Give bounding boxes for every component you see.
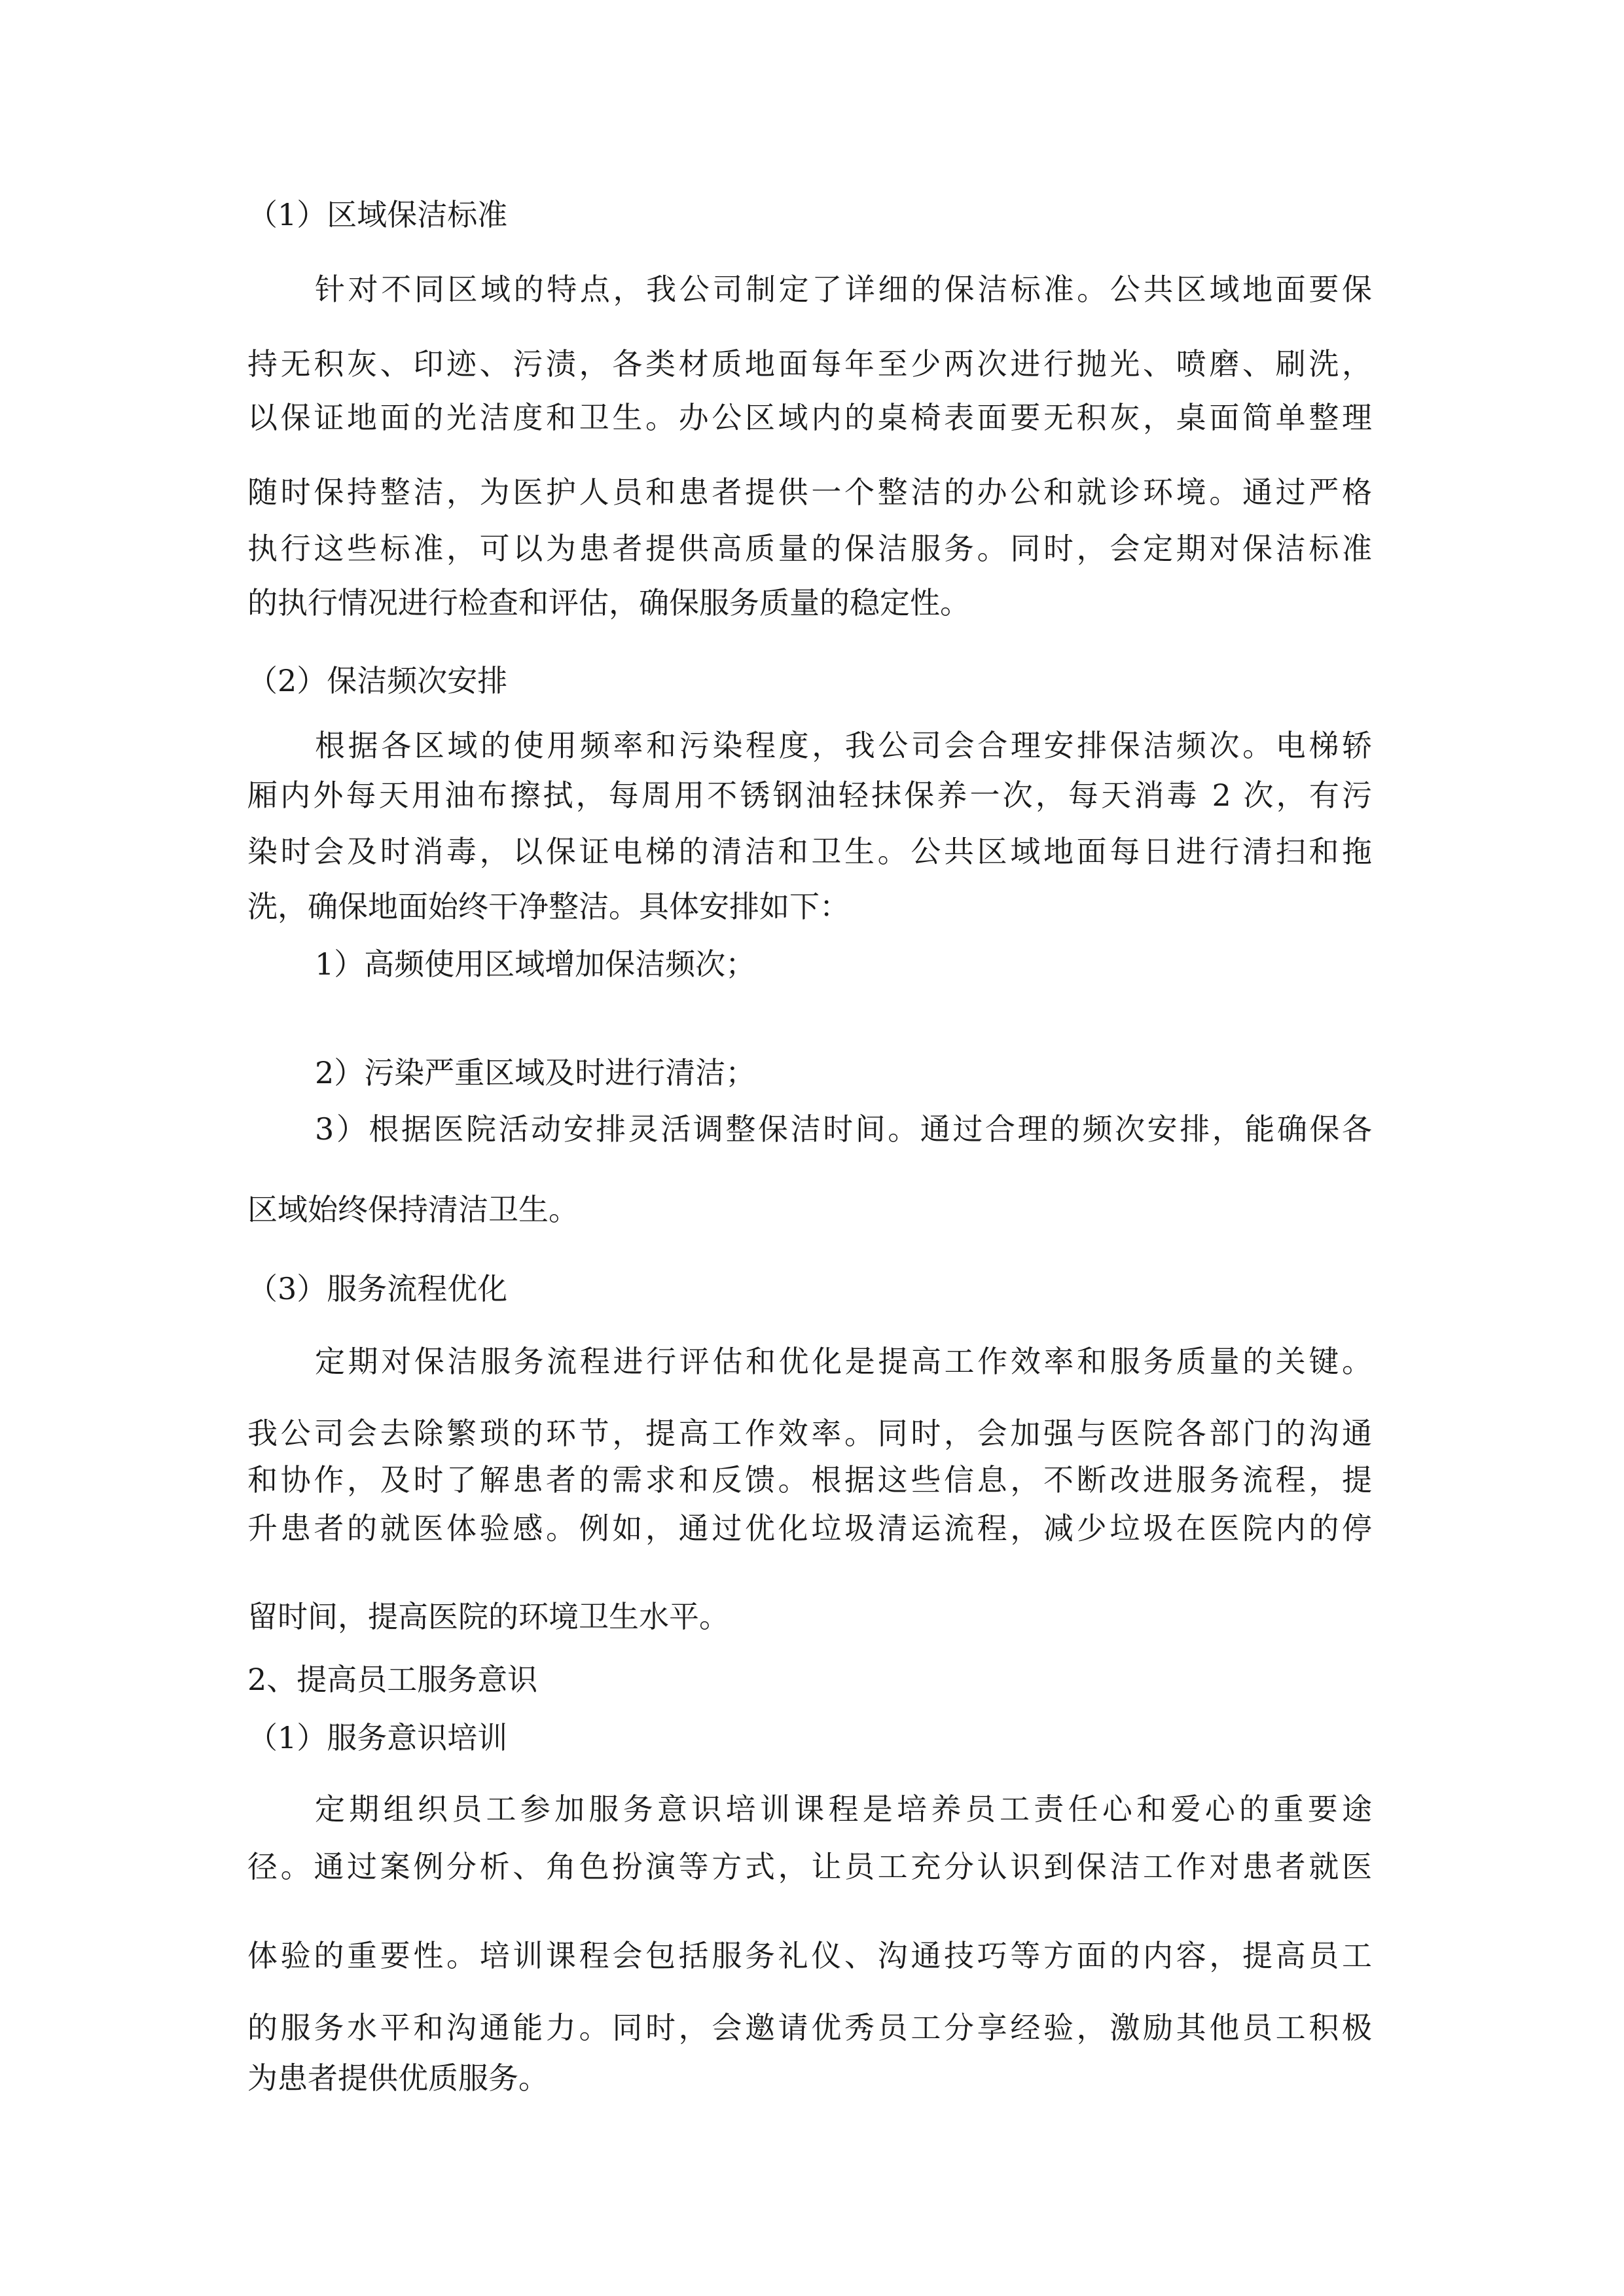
paragraph-line: 针对不同区域的特点，我公司制定了详细的保洁标准。公共区域地面要保	[315, 272, 1372, 307]
paragraph-line: 为患者提供优质服务。	[247, 2060, 549, 2096]
paragraph-line: 的执行情况进行检查和评估，确保服务质量的稳定性。	[247, 585, 970, 620]
paragraph-line: 定期组织员工参加服务意识培训课程是培养员工责任心和爱心的重要途	[315, 1791, 1372, 1827]
paragraph-line: 定期对保洁服务流程进行评估和优化是提高工作效率和服务质量的关键。	[315, 1344, 1372, 1379]
paragraph-line: 洗，确保地面始终干净整洁。具体安排如下：	[247, 889, 850, 924]
section-heading: （1）服务意识培训	[247, 1720, 508, 1755]
paragraph-line: 根据各区域的使用频率和污染程度，我公司会合理安排保洁频次。电梯轿	[315, 728, 1372, 763]
section-heading: （3）服务流程优化	[247, 1271, 508, 1306]
paragraph-line: 我公司会去除繁琐的环节，提高工作效率。同时，会加强与医院各部门的沟通	[247, 1416, 1372, 1451]
paragraph-line: 随时保持整洁，为医护人员和患者提供一个整洁的办公和就诊环境。通过严格	[247, 475, 1372, 510]
paragraph-line: 染时会及时消毒，以保证电梯的清洁和卫生。公共区域地面每日进行清扫和拖	[247, 834, 1372, 869]
paragraph-line: 执行这些标准，可以为患者提供高质量的保洁服务。同时，会定期对保洁标准	[247, 531, 1372, 566]
section-heading: （2）保洁频次安排	[247, 663, 508, 698]
paragraph-line: 厢内外每天用油布擦拭，每周用不锈钢油轻抹保养一次，每天消毒 2 次，有污	[247, 778, 1372, 813]
list-item: 3）根据医院活动安排灵活调整保洁时间。通过合理的频次安排，能确保各	[315, 1111, 1372, 1147]
section-heading: （1）区域保洁标准	[247, 197, 508, 232]
paragraph-line: 升患者的就医体验感。例如，通过优化垃圾清运流程，减少垃圾在医院内的停	[247, 1511, 1372, 1546]
paragraph-line: 以保证地面的光洁度和卫生。办公区域内的桌椅表面要无积灰，桌面简单整理	[247, 400, 1372, 435]
chapter-heading: 2、提高员工服务意识	[247, 1662, 538, 1697]
list-item: 2）污染严重区域及时进行清洁；	[315, 1055, 756, 1090]
paragraph-line: 和协作，及时了解患者的需求和反馈。根据这些信息，不断改进服务流程，提	[247, 1462, 1372, 1498]
paragraph-line: 径。通过案例分析、角色扮演等方式，让员工充分认识到保洁工作对患者就医	[247, 1849, 1372, 1884]
paragraph-line: 区域始终保持清洁卫生。	[247, 1192, 579, 1227]
paragraph-line: 留时间，提高医院的环境卫生水平。	[247, 1599, 729, 1634]
paragraph-line: 体验的重要性。培训课程会包括服务礼仪、沟通技巧等方面的内容，提高员工	[247, 1938, 1372, 1973]
list-item: 1）高频使用区域增加保洁频次；	[315, 946, 756, 982]
paragraph-line: 持无积灰、印迹、污渍，各类材质地面每年至少两次进行抛光、喷磨、刷洗，	[247, 346, 1372, 382]
paragraph-line: 的服务水平和沟通能力。同时，会邀请优秀员工分享经验，激励其他员工积极	[247, 2010, 1372, 2045]
